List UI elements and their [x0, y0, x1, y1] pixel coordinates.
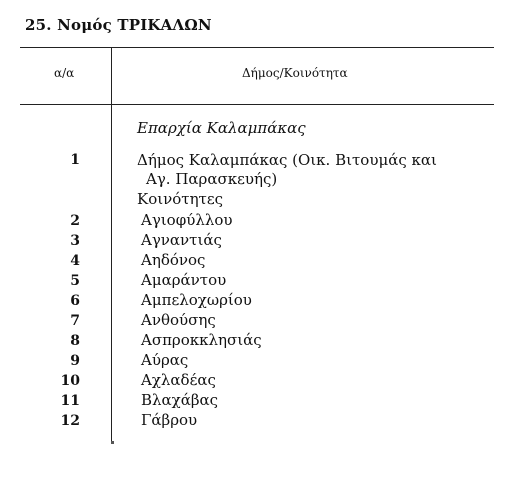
- header-municipality: Δήμος/Κοινότητα: [242, 66, 348, 80]
- row-number: 9: [70, 353, 80, 369]
- row-number: 2: [70, 213, 80, 229]
- table-top-rule: [20, 47, 494, 48]
- row-number: 6: [70, 293, 80, 309]
- row-number: 10: [60, 373, 80, 389]
- row-text: Ασπροκκλησιάς: [141, 331, 262, 349]
- row-number: 11: [60, 393, 80, 409]
- row-number: 8: [70, 333, 80, 349]
- page-title: 25. Νομός ΤΡΙΚΑΛΩΝ: [25, 16, 212, 34]
- row-number: 4: [70, 253, 80, 269]
- row-text: Αμαράντου: [141, 271, 227, 289]
- row-number: 12: [60, 413, 80, 429]
- row-text: Αύρας: [141, 351, 189, 369]
- row-text: Βλαχάβας: [141, 391, 219, 409]
- row-text: Ανθούσης: [141, 311, 216, 329]
- province-heading: Επαρχία Καλαμπάκας: [137, 119, 306, 137]
- row-text: Αχλαδέας: [141, 371, 216, 389]
- row-number: 3: [70, 233, 80, 249]
- communities-heading: Κοινότητες: [137, 190, 224, 208]
- row-number: 1: [70, 152, 80, 168]
- table-header-rule: [20, 104, 494, 105]
- row-text: Αγιοφύλλου: [141, 211, 233, 229]
- row-text: Δήμος Καλαμπάκας (Οικ. Βιτουμάς και: [137, 151, 437, 169]
- row-text-wrap: Αγ. Παρασκευής): [146, 170, 278, 188]
- row-text: Αγναντιάς: [141, 231, 222, 249]
- header-index: α/α: [54, 66, 75, 80]
- row-text: Αμπελοχωρίου: [141, 291, 252, 309]
- scan-mark: [111, 441, 114, 444]
- row-number: 5: [70, 273, 80, 289]
- column-divider: [111, 48, 112, 443]
- row-number: 7: [70, 313, 80, 329]
- row-text: Γάβρου: [141, 411, 198, 429]
- row-text: Αηδόνος: [141, 251, 206, 269]
